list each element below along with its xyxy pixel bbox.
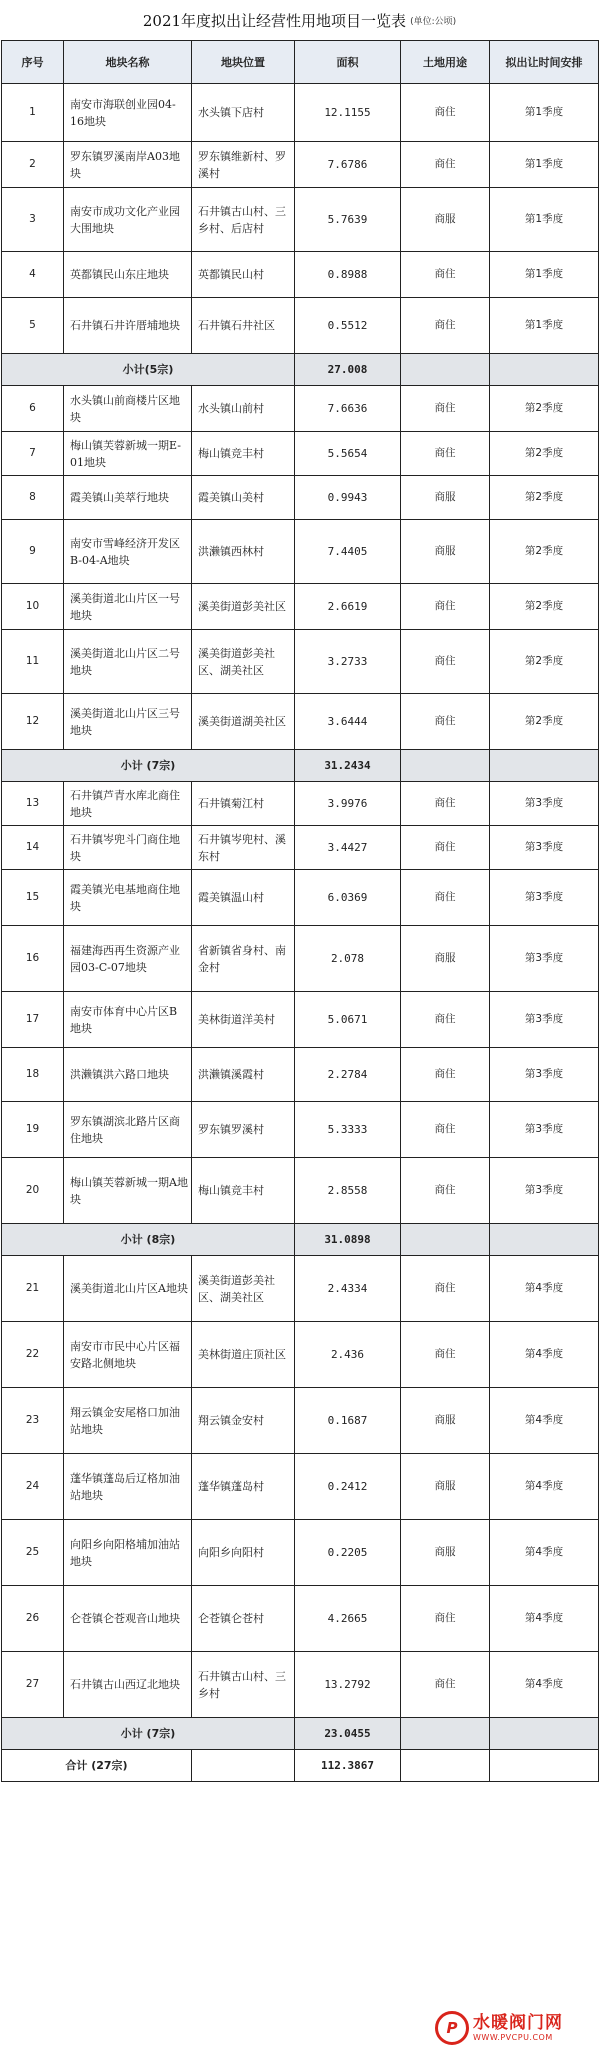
row-name: 梅山镇芙蓉新城一期A地块 (64, 1158, 192, 1224)
row-area: 6.0369 (295, 870, 401, 926)
row-area: 5.7639 (295, 188, 401, 252)
row-use: 商住 (401, 1158, 490, 1224)
table-row (2, 1158, 599, 1224)
row-location: 梅山镇竞丰村 (192, 432, 295, 476)
subtotal-row (2, 354, 599, 386)
row-location: 水头镇山前村 (192, 386, 295, 432)
grand-total-row (2, 1750, 599, 1782)
row-name: 南安市雪峰经济开发区B-04-A地块 (64, 520, 192, 584)
table-row (2, 694, 599, 750)
row-name: 梅山镇芙蓉新城一期E-01地块 (64, 432, 192, 476)
col-header-use: 土地用途 (401, 41, 490, 84)
row-name: 福建海西再生资源产业园03-C-07地块 (64, 926, 192, 992)
col-header-schedule: 拟出让时间安排 (490, 41, 599, 84)
row-location: 霞美镇温山村 (192, 870, 295, 926)
title-row (1, 0, 598, 40)
row-use: 商住 (401, 870, 490, 926)
row-schedule: 第1季度 (490, 298, 599, 354)
row-area: 3.9976 (295, 782, 401, 826)
row-no: 21 (2, 1256, 64, 1322)
grand-total-empty-schedule (490, 1750, 599, 1782)
row-location: 仑苍镇仑苍村 (192, 1586, 295, 1652)
row-name: 霞美镇光电基地商住地块 (64, 870, 192, 926)
row-name: 水头镇山前商楼片区地块 (64, 386, 192, 432)
row-no: 12 (2, 694, 64, 750)
logo-brand-text: 水暖阀门网 (473, 2013, 563, 2033)
row-area: 5.0671 (295, 992, 401, 1048)
row-schedule: 第3季度 (490, 782, 599, 826)
row-use: 商住 (401, 386, 490, 432)
table-row (2, 782, 599, 826)
row-name: 溪美街道北山片区三号地块 (64, 694, 192, 750)
row-use: 商住 (401, 694, 490, 750)
row-location: 水头镇下店村 (192, 84, 295, 142)
row-no: 23 (2, 1388, 64, 1454)
row-area: 3.6444 (295, 694, 401, 750)
row-no: 1 (2, 84, 64, 142)
row-location: 罗东镇罗溪村 (192, 1102, 295, 1158)
row-use: 商服 (401, 520, 490, 584)
subtotal-empty-use (401, 1718, 490, 1750)
row-location: 罗东镇维新村、罗溪村 (192, 142, 295, 188)
table-row (2, 1586, 599, 1652)
subtotal-empty-use (401, 354, 490, 386)
row-name: 石井镇岑兜斗门商住地块 (64, 826, 192, 870)
row-no: 8 (2, 476, 64, 520)
row-area: 3.4427 (295, 826, 401, 870)
row-schedule: 第3季度 (490, 1102, 599, 1158)
row-location: 石井镇古山村、三乡村、后店村 (192, 188, 295, 252)
col-header-location: 地块位置 (192, 41, 295, 84)
grand-total-empty-location (192, 1750, 295, 1782)
row-area: 0.2205 (295, 1520, 401, 1586)
table-row (2, 584, 599, 630)
row-name: 石井镇芦青水库北商住地块 (64, 782, 192, 826)
row-use: 商住 (401, 298, 490, 354)
table-row (2, 142, 599, 188)
row-use: 商住 (401, 630, 490, 694)
row-area: 13.2792 (295, 1652, 401, 1718)
table-row (2, 926, 599, 992)
row-use: 商住 (401, 1322, 490, 1388)
subtotal-empty-use (401, 1224, 490, 1256)
subtotal-area: 31.2434 (295, 750, 401, 782)
row-no: 19 (2, 1102, 64, 1158)
subtotal-row (2, 750, 599, 782)
table-row (2, 386, 599, 432)
row-no: 27 (2, 1652, 64, 1718)
row-location: 美林街道庄顶社区 (192, 1322, 295, 1388)
table-row (2, 520, 599, 584)
row-location: 梅山镇竞丰村 (192, 1158, 295, 1224)
table-row (2, 870, 599, 926)
row-area: 3.2733 (295, 630, 401, 694)
row-location: 洪濑镇西林村 (192, 520, 295, 584)
row-no: 18 (2, 1048, 64, 1102)
row-schedule: 第3季度 (490, 1048, 599, 1102)
row-schedule: 第4季度 (490, 1388, 599, 1454)
row-location: 石井镇岑兜村、溪东村 (192, 826, 295, 870)
row-schedule: 第2季度 (490, 432, 599, 476)
row-area: 0.1687 (295, 1388, 401, 1454)
row-location: 美林街道洋美村 (192, 992, 295, 1048)
row-use: 商住 (401, 1586, 490, 1652)
row-use: 商住 (401, 1256, 490, 1322)
row-schedule: 第3季度 (490, 1158, 599, 1224)
row-schedule: 第2季度 (490, 630, 599, 694)
row-use: 商服 (401, 476, 490, 520)
row-no: 20 (2, 1158, 64, 1224)
row-no: 17 (2, 992, 64, 1048)
table-row (2, 826, 599, 870)
row-no: 22 (2, 1322, 64, 1388)
table-row (2, 432, 599, 476)
table-row (2, 476, 599, 520)
row-location: 溪美街道湖美社区 (192, 694, 295, 750)
row-location: 石井镇石井社区 (192, 298, 295, 354)
row-name: 英都镇民山东庄地块 (64, 252, 192, 298)
table-row (2, 1652, 599, 1718)
row-no: 9 (2, 520, 64, 584)
subtotal-label: 小计 (8宗) (2, 1224, 295, 1256)
row-location: 洪濑镇溪霞村 (192, 1048, 295, 1102)
row-no: 13 (2, 782, 64, 826)
land-table (1, 40, 599, 1782)
row-use: 商住 (401, 584, 490, 630)
row-name: 南安市成功文化产业园大围地块 (64, 188, 192, 252)
row-area: 0.8988 (295, 252, 401, 298)
row-location: 石井镇菊江村 (192, 782, 295, 826)
table-row (2, 1256, 599, 1322)
subtotal-label: 小计(5宗) (2, 354, 295, 386)
row-area: 0.5512 (295, 298, 401, 354)
row-use: 商住 (401, 84, 490, 142)
row-schedule: 第4季度 (490, 1652, 599, 1718)
row-no: 7 (2, 432, 64, 476)
row-name: 溪美街道北山片区A地块 (64, 1256, 192, 1322)
row-no: 24 (2, 1454, 64, 1520)
row-area: 12.1155 (295, 84, 401, 142)
col-header-name: 地块名称 (64, 41, 192, 84)
subtotal-area: 27.008 (295, 354, 401, 386)
row-use: 商住 (401, 252, 490, 298)
row-name: 向阳乡向阳格埔加油站地块 (64, 1520, 192, 1586)
document-title: 2021年度拟出让经营性用地项目一览表 (142, 11, 407, 30)
row-schedule: 第3季度 (490, 926, 599, 992)
table-row (2, 188, 599, 252)
subtotal-empty-use (401, 750, 490, 782)
row-schedule: 第1季度 (490, 188, 599, 252)
row-use: 商服 (401, 188, 490, 252)
row-name: 霞美镇山美萃行地块 (64, 476, 192, 520)
subtotal-empty-schedule (490, 1224, 599, 1256)
col-header-area: 面积 (295, 41, 401, 84)
row-name: 洪濑镇洪六路口地块 (64, 1048, 192, 1102)
table-row (2, 298, 599, 354)
col-header-no: 序号 (2, 41, 64, 84)
row-location: 翔云镇金安村 (192, 1388, 295, 1454)
row-location: 英都镇民山村 (192, 252, 295, 298)
row-schedule: 第3季度 (490, 826, 599, 870)
row-schedule: 第1季度 (490, 84, 599, 142)
row-schedule: 第2季度 (490, 476, 599, 520)
subtotal-empty-schedule (490, 1718, 599, 1750)
row-name: 南安市海联创业园04-16地块 (64, 84, 192, 142)
row-name: 石井镇石井许厝埔地块 (64, 298, 192, 354)
subtotal-label: 小计 (7宗) (2, 1718, 295, 1750)
row-schedule: 第2季度 (490, 694, 599, 750)
row-name: 蓬华镇蓬岛后辽格加油站地块 (64, 1454, 192, 1520)
table-body (2, 84, 599, 1782)
row-no: 6 (2, 386, 64, 432)
row-location: 向阳乡向阳村 (192, 1520, 295, 1586)
row-use: 商服 (401, 1454, 490, 1520)
row-schedule: 第3季度 (490, 992, 599, 1048)
row-use: 商住 (401, 826, 490, 870)
subtotal-area: 31.0898 (295, 1224, 401, 1256)
unit-note: (单位:公顷) (410, 16, 457, 27)
header-row (2, 41, 599, 84)
row-name: 翔云镇金安尾格口加油站地块 (64, 1388, 192, 1454)
table-row (2, 1102, 599, 1158)
subtotal-row (2, 1718, 599, 1750)
table-row (2, 84, 599, 142)
row-name: 仑苍镇仑苍观音山地块 (64, 1586, 192, 1652)
row-location: 溪美街道彭美社区、湖美社区 (192, 1256, 295, 1322)
table-row (2, 630, 599, 694)
row-name: 罗东镇湖滨北路片区商住地块 (64, 1102, 192, 1158)
row-schedule: 第1季度 (490, 252, 599, 298)
row-schedule: 第3季度 (490, 870, 599, 926)
row-use: 商住 (401, 432, 490, 476)
table-row (2, 992, 599, 1048)
table-row (2, 252, 599, 298)
row-area: 0.2412 (295, 1454, 401, 1520)
row-name: 罗东镇罗溪南岸A03地块 (64, 142, 192, 188)
row-schedule: 第4季度 (490, 1256, 599, 1322)
row-area: 2.078 (295, 926, 401, 992)
row-area: 4.2665 (295, 1586, 401, 1652)
row-area: 2.436 (295, 1322, 401, 1388)
row-use: 商住 (401, 142, 490, 188)
row-area: 5.5654 (295, 432, 401, 476)
row-no: 26 (2, 1586, 64, 1652)
row-schedule: 第4季度 (490, 1454, 599, 1520)
row-area: 2.6619 (295, 584, 401, 630)
row-schedule: 第1季度 (490, 142, 599, 188)
table-row (2, 1520, 599, 1586)
row-no: 14 (2, 826, 64, 870)
row-name: 南安市市民中心片区福安路北侧地块 (64, 1322, 192, 1388)
row-no: 15 (2, 870, 64, 926)
row-location: 石井镇古山村、三乡村 (192, 1652, 295, 1718)
table-row (2, 1322, 599, 1388)
subtotal-label: 小计 (7宗) (2, 750, 295, 782)
row-schedule: 第2季度 (490, 520, 599, 584)
row-location: 溪美街道彭美社区、湖美社区 (192, 630, 295, 694)
row-name: 石井镇古山西辽北地块 (64, 1652, 192, 1718)
row-no: 25 (2, 1520, 64, 1586)
subtotal-empty-schedule (490, 354, 599, 386)
row-schedule: 第4季度 (490, 1586, 599, 1652)
row-area: 7.6636 (295, 386, 401, 432)
row-no: 11 (2, 630, 64, 694)
row-use: 商住 (401, 1048, 490, 1102)
subtotal-row (2, 1224, 599, 1256)
row-schedule: 第4季度 (490, 1520, 599, 1586)
table-row (2, 1048, 599, 1102)
row-name: 溪美街道北山片区二号地块 (64, 630, 192, 694)
subtotal-area: 23.0455 (295, 1718, 401, 1750)
row-schedule: 第2季度 (490, 584, 599, 630)
row-no: 4 (2, 252, 64, 298)
table-row (2, 1388, 599, 1454)
row-no: 3 (2, 188, 64, 252)
row-use: 商住 (401, 992, 490, 1048)
row-use: 商住 (401, 1652, 490, 1718)
row-location: 省新镇省身村、南金村 (192, 926, 295, 992)
row-area: 5.3333 (295, 1102, 401, 1158)
row-name: 南安市体育中心片区B地块 (64, 992, 192, 1048)
row-location: 蓬华镇蓬岛村 (192, 1454, 295, 1520)
row-schedule: 第2季度 (490, 386, 599, 432)
watermark-logo (435, 2008, 595, 2048)
row-area: 0.9943 (295, 476, 401, 520)
row-use: 商服 (401, 1388, 490, 1454)
row-area: 2.4334 (295, 1256, 401, 1322)
row-area: 2.8558 (295, 1158, 401, 1224)
grand-total-label: 合计 (27宗) (2, 1750, 192, 1782)
document-sheet (1, 0, 598, 1782)
row-name: 溪美街道北山片区一号地块 (64, 584, 192, 630)
row-use: 商住 (401, 1102, 490, 1158)
row-no: 2 (2, 142, 64, 188)
logo-site-text: WWW.PVCPU.COM (473, 2033, 553, 2042)
row-schedule: 第4季度 (490, 1322, 599, 1388)
row-no: 10 (2, 584, 64, 630)
row-location: 溪美街道彭美社区 (192, 584, 295, 630)
row-area: 2.2784 (295, 1048, 401, 1102)
row-location: 霞美镇山美村 (192, 476, 295, 520)
row-use: 商服 (401, 926, 490, 992)
row-use: 商住 (401, 782, 490, 826)
row-area: 7.6786 (295, 142, 401, 188)
grand-total-empty-use (401, 1750, 490, 1782)
subtotal-empty-schedule (490, 750, 599, 782)
row-no: 16 (2, 926, 64, 992)
row-area: 7.4405 (295, 520, 401, 584)
row-no: 5 (2, 298, 64, 354)
grand-total-area: 112.3867 (295, 1750, 401, 1782)
table-row (2, 1454, 599, 1520)
row-use: 商服 (401, 1520, 490, 1586)
logo-mark-icon: P (435, 2011, 469, 2045)
